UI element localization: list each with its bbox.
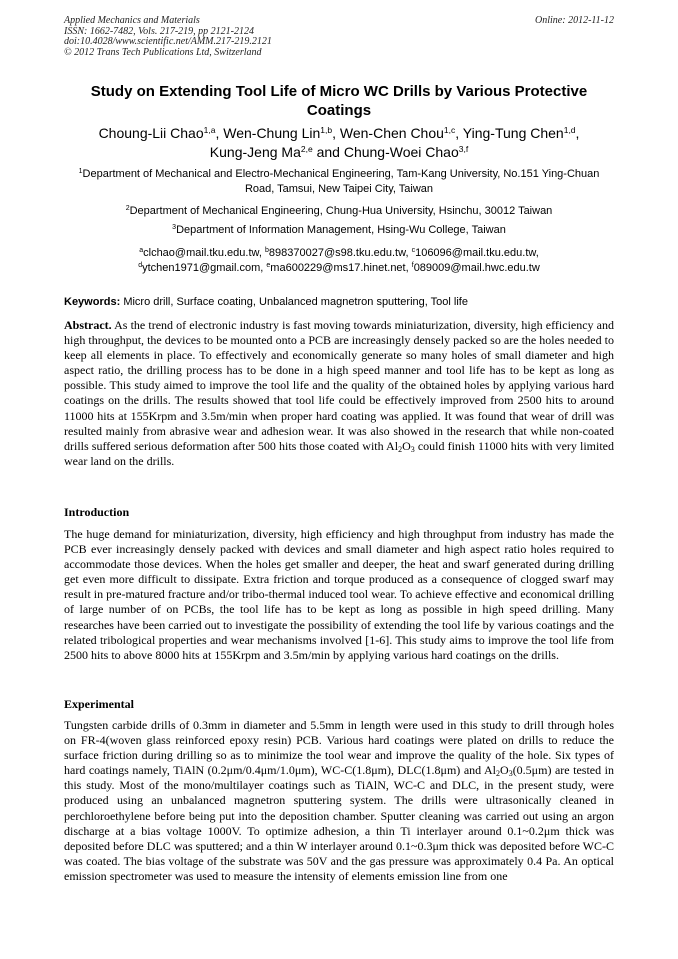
email-superscript: a: [139, 247, 144, 254]
experimental-subscript: 2: [496, 769, 501, 779]
email-address[interactable]: ytchen1971@gmail.com: [142, 262, 261, 274]
email-address[interactable]: 898370027@s98.tku.edu.tw: [268, 247, 406, 259]
author-list: [64, 124, 614, 162]
introduction-text: The huge demand for miniaturization, diversity, high efficiency and high throughput from industry has made the PCB ever increasingly densely packed with devices and small diameter and high aspect ratio holes required to accommodate those devices. When the holes get smaller and deeper, the heat and swarf generated during drilling get even more difficult to dissipate. Extra friction and torque produced as a consequence of clogged swarf may result in pre-matured fracture and/or tribo-thermal induced tool wear. To achieve effective and economical drilling of large number of on PCBs, the tool life has to be kept as long as possible in high speed drilling. Many researches have been carried out to investigate the possibility of extending the tool life by various coatings and the related tribological properties and wear mechanisms involved [1-6]. This study aims to improve the tool life from 2500 hits to above 8000 hits at 155Krpm and 3.5m/min by applying various hard coatings on the drills.: [64, 527, 614, 662]
affiliation-text: Department of Mechanical and Electro-Mechanical Engineering, Tam-Kang University, No.151 Ying-Chuan Road, Tamsui, New Taipei City, Taiwan: [82, 168, 600, 195]
paper-title: Study on Extending Tool Life of Micro WC Drills by Various Protective Coatings: [90, 83, 588, 119]
email-superscript: c: [411, 247, 416, 254]
author-separator: ,: [455, 125, 463, 141]
affiliation-3: [64, 223, 614, 238]
abstract-text: As the trend of electronic industry is fast moving towards miniaturization, diversity, high efficiency and high throughput, the devices to be mounted onto a PCB are increasingly densely packed so are the holes needed to keep all elements in place. To effectively and economically generate so many holes of small diameter and high aspect ratio, the drilling process has to be done in a high speed manner and tool life has to be kept as long as possible. This study aimed to improve the tool life and the quality of the obtained holes by applying various hard coatings on the drills. The results showed that tool life could be effectively improved from 2500 hits to around 11000 hits at 155Krpm and 3.5m/min when proper hard coating was applied. It was found that wear of drill was resulted mainly from abrasive wear and adhesion wear. It was also showed in the research that while non-coated drills suffered serious deformation after 500 hits those coated with Al: [64, 318, 614, 453]
author-separator: ,: [332, 125, 340, 141]
email-superscript: d: [138, 262, 143, 269]
author-name: Kung-Jeng Ma: [209, 144, 301, 160]
email-list: $^a$clchao@mail.tku.edu.tw, $^b$898370027@s98.tku.edu.tw, $^c$106096@mail.tku.edu.tw, $^d$ytchen1971@gmail.com, $^e$ma600229@ms17.hinet.net, $^f$089009@mail.hwc.edu.tw: [138, 247, 540, 274]
affiliation-number: 1: [78, 168, 83, 175]
abstract-label: Abstract.: [64, 318, 112, 332]
email-superscript: b: [264, 247, 269, 254]
author-superscript: 1,b: [320, 125, 333, 135]
author-name: Wen-Chen Chou: [339, 125, 444, 141]
abstract-subscript: 2: [398, 444, 403, 454]
issn-line: ISSN: 1662-7482, Vols. 217-219, pp 2121-2124: [64, 25, 254, 37]
affiliation-number: 2: [125, 205, 130, 212]
copyright-line: © 2012 Trans Tech Publications Ltd, Switzerland: [64, 46, 262, 58]
author-separator: and: [312, 144, 344, 160]
online-date: Online: 2012-11-12: [535, 15, 614, 26]
keywords-label: Keywords:: [64, 296, 121, 308]
introduction-heading: Introduction: [64, 505, 130, 519]
doi-line: doi:10.4028/www.scientific.net/AMM.217-219.2121: [64, 36, 272, 47]
author-name: Choung-Lii Chao: [98, 125, 204, 141]
experimental-text-part: Tungsten carbide drills of 0.3mm in diameter and 5.5mm in length were used in this study to drill through holes on FR-4(woven glass reinforced epoxy resin) PCB. Various hard coatings were plated on drills to reduce the surface friction during drilling so as to minimize the tool wear and improve the quality of the hole. Six types of hard coatings namely, TiAlN (0.2μm/0.4μm/1.0μm), WC-C(1.8μm), DLC(1.8μm) and Al: [64, 718, 614, 778]
author-name: Wen-Chung Lin: [223, 125, 321, 141]
email-address[interactable]: ma600229@ms17.hinet.net: [270, 262, 406, 274]
author-separator: ,: [215, 125, 224, 141]
keywords-text: Micro drill, Surface coating, Unbalanced magnetron sputtering, Tool life: [123, 296, 468, 308]
keywords: [64, 295, 614, 310]
author-name: Ying-Tung Chen: [462, 125, 564, 141]
abstract-subscript: 3: [410, 444, 415, 454]
email-superscript: e: [266, 262, 271, 269]
journal-header: [64, 16, 614, 58]
affiliation-number: 3: [172, 224, 177, 231]
experimental-subscript: 3: [508, 769, 513, 779]
affiliation-text: Department of Mechanical Engineering, Chung-Hua University, Hsinchu, 30012 Taiwan: [129, 205, 553, 217]
author-superscript: 3,f: [458, 144, 469, 154]
author-superscript: 1,c: [443, 125, 456, 135]
experimental-text-part: O: [500, 763, 509, 778]
email-address[interactable]: 089009@mail.hwc.edu.tw: [413, 262, 540, 274]
email-address[interactable]: 106096@mail.tku.edu.tw: [415, 247, 536, 259]
email-address[interactable]: clchao@mail.tku.edu.tw: [143, 247, 259, 259]
journal-name: Applied Mechanics and Materials: [64, 15, 200, 26]
author-superscript: 1,d: [563, 125, 576, 135]
author-superscript: 1,a: [203, 125, 216, 135]
experimental-text: [64, 718, 614, 884]
experimental-text-part: (0.5μm) are tested in this study. Most of the mono/multilayer coatings such as TiAlN, WC-C and DLC, in the present study, were produced using an unbalanced magnetron sputtering system. The drills were ultrasonically cleaned in perchloroethylene before being put into the deposition chamber. Sputter cleaning was carried out using an argon discharge at a bias voltage 1000V. To optimize adhesion, a thin Ti interlayer around 0.1~0.2μm thick was deposited before DLC was sputtered; and a thin W interlayer around 0.1~0.3μm thick was deposited before WC-C was coated. The bias voltage of the substrate was 50V and the gas pressure was approximately 0.4 Pa. An optical emission spectrometer was used to measure the intensity of elements emission line from one: [64, 763, 614, 883]
affiliation-2: [64, 204, 614, 219]
author-name: Chung-Woei Chao: [343, 144, 459, 160]
abstract: [64, 318, 614, 469]
affiliation-text: Department of Information Management, Hsing-Wu College, Taiwan: [176, 224, 506, 236]
email-superscript: f: [411, 262, 414, 269]
abstract-text: could finish 11000 hits with very limited wear land on the drills.: [64, 438, 614, 468]
author-superscript: 2,e: [300, 144, 313, 154]
experimental-heading: Experimental: [64, 697, 134, 711]
author-separator: ,: [575, 125, 580, 141]
abstract-text: O: [402, 438, 411, 453]
affiliation-1: [64, 167, 614, 197]
